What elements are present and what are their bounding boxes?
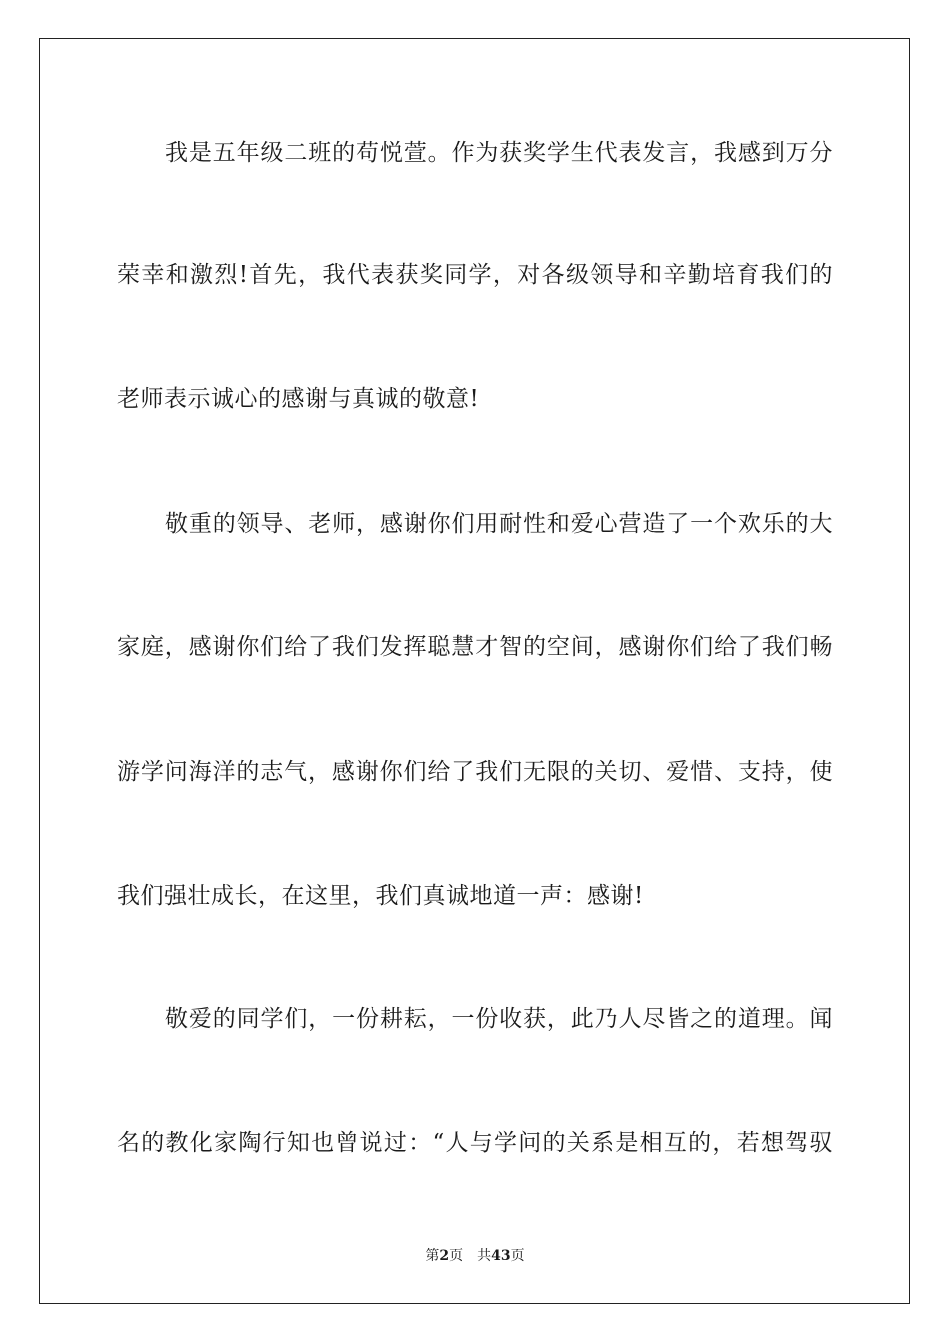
paragraph-line: 我是五年级二班的苟悦萱。作为获奖学生代表发言，我感到万分 bbox=[165, 140, 833, 166]
page-suffix: 页 bbox=[449, 1248, 464, 1264]
page-number: 2 bbox=[439, 1248, 450, 1264]
page-border bbox=[39, 38, 910, 1304]
page-prefix: 第 bbox=[425, 1248, 440, 1264]
paragraph-line: 荣幸和激烈!首先，我代表获奖同学，对各级领导和辛勤培育我们的 bbox=[117, 262, 833, 288]
paragraph-line: 名的教化家陶行知也曾说过：“人与学问的关系是相互的，若想驾驭 bbox=[117, 1130, 833, 1156]
paragraph-line: 家庭，感谢你们给了我们发挥聪慧才智的空间，感谢你们给了我们畅 bbox=[117, 634, 833, 660]
total-pages: 43 bbox=[491, 1248, 511, 1264]
total-suffix: 页 bbox=[510, 1248, 525, 1264]
paragraph-line: 敬爱的同学们，一份耕耘，一份收获，此乃人尽皆之的道理。闻 bbox=[165, 1006, 833, 1032]
paragraph-line: 我们强壮成长，在这里，我们真诚地道一声：感谢! bbox=[117, 883, 644, 909]
paragraph-line: 敬重的领导、老师，感谢你们用耐性和爱心营造了一个欢乐的大 bbox=[165, 511, 833, 537]
paragraph-line: 老师表示诚心的感谢与真诚的敬意! bbox=[117, 386, 480, 412]
page-footer bbox=[0, 1246, 950, 1266]
paragraph-line: 游学问海洋的志气，感谢你们给了我们无限的关切、爱惜、支持，使 bbox=[117, 759, 833, 785]
total-prefix: 共 bbox=[477, 1248, 492, 1264]
